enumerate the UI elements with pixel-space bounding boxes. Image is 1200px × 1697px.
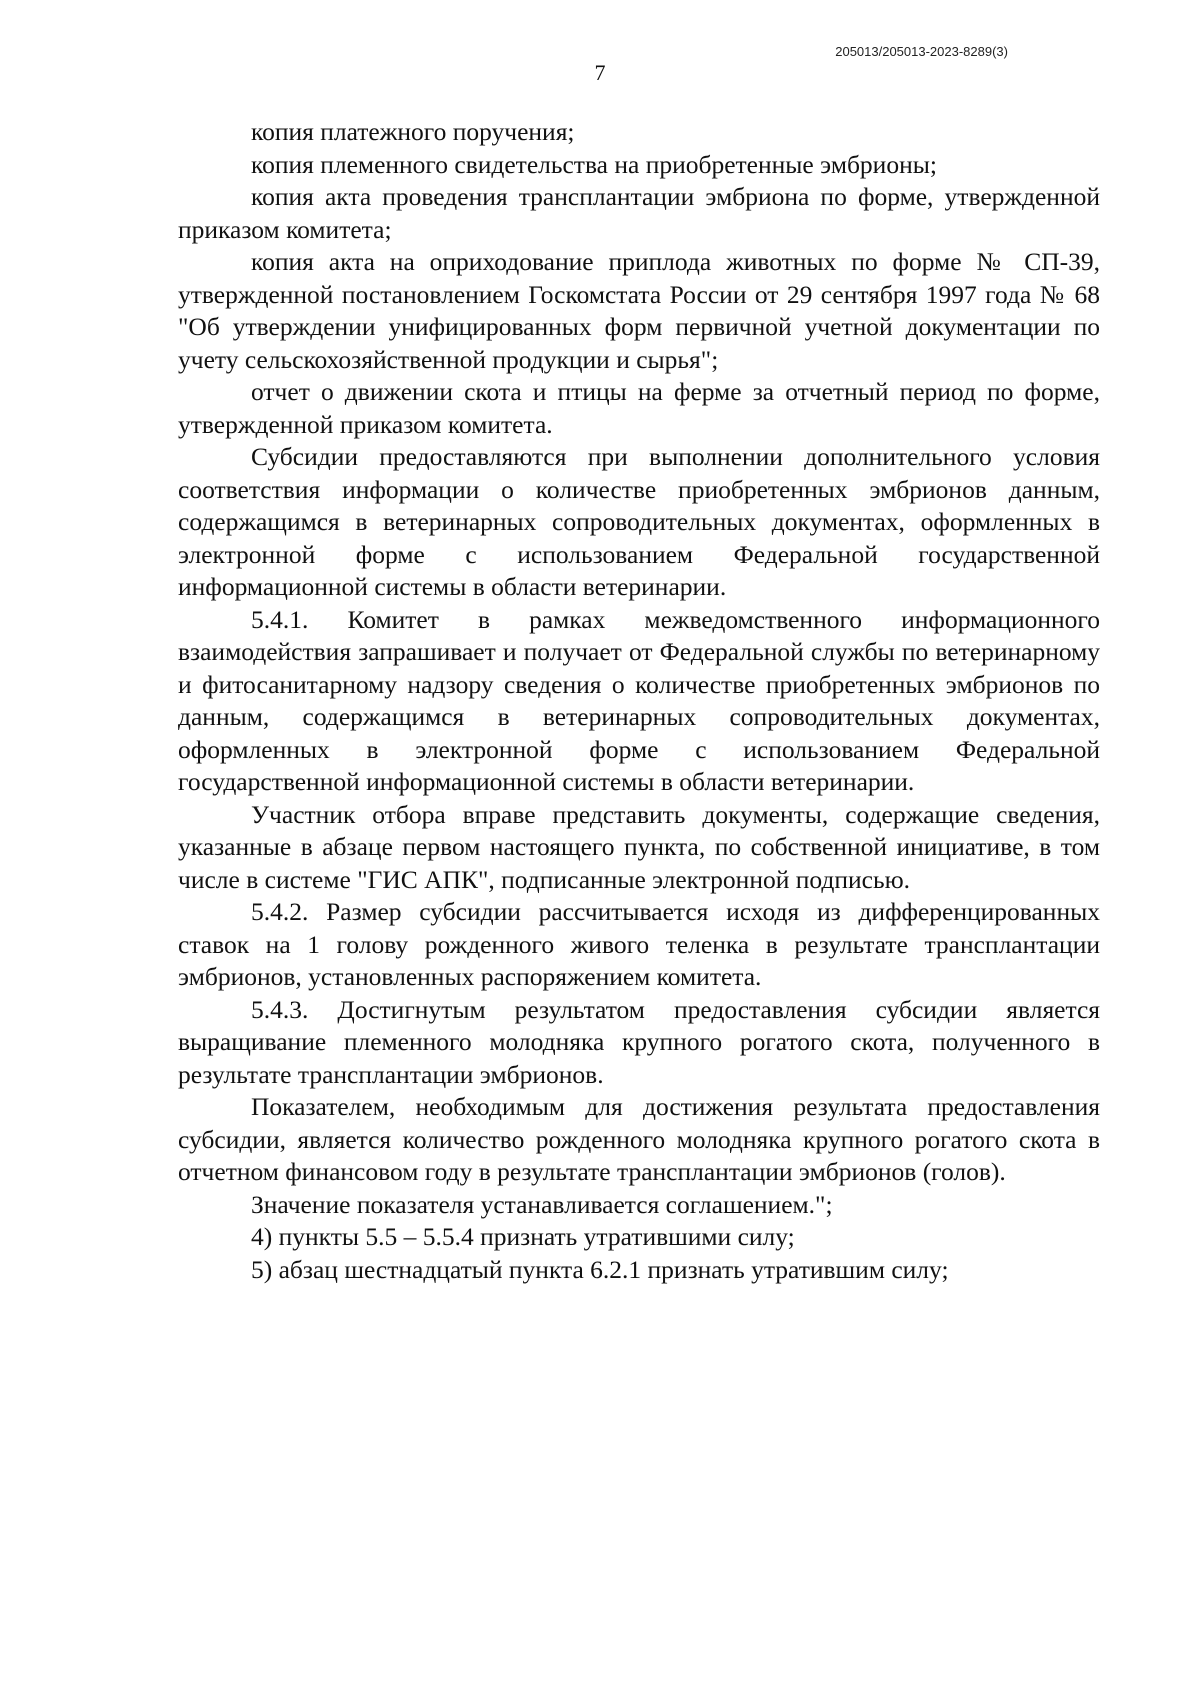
paragraph-item-5: 5) абзац шестнадцатый пункта 6.2.1 признать утратившим силу; [251, 1254, 949, 1284]
paragraph-indicator-value: Значение показателя устанавливается соглашением."; [251, 1189, 833, 1219]
paragraph-item-4: 4) пункты 5.5 – 5.5.4 признать утратившими силу; [251, 1222, 795, 1251]
paragraph-breeding-certificate-copy: копия племенного свидетельства на приобретенные эмбрионы; [251, 149, 937, 179]
paragraph-offspring-act-copy: копия акта на оприходование приплода животных по форме № СП-39, утвержденной постановлением Госкомстата России от 29 сентября 1997 года № 68 "Об утверждении унифицированных форм первичной учетной документации по учету сельскохозяйственной продукции и сырья"; [178, 247, 1100, 374]
paragraph-indicator: Показателем, необходимым для достижения результата предоставления субсидии, является количество рожденного молодняка крупного рогатого скота в отчетном финансовом году в результате трансплантации эмбрионов (голов). [178, 1092, 1100, 1186]
paragraph-livestock-report: отчет о движении скота и птицы на ферме за отчетный период по форме, утвержденной приказом комитета. [178, 377, 1100, 439]
paragraph-transplant-act-copy: копия акта проведения трансплантации эмбриона по форме, утвержденной приказом комитета; [178, 182, 1100, 244]
paragraph-5-4-1: 5.4.1. Комитет в рамках межведомственного информационного взаимодействия запрашивает и получает от Федеральной службы по ветеринарному и фитосанитарному надзору сведения о количестве приобретенных эмбрионов по данным, содержащимся в ветеринарных сопроводительных документах, оформленных в электронной форме с использованием Федеральной государственной информационной системы в области ветеринарии. [178, 604, 1100, 796]
paragraph-5-4-2: 5.4.2. Размер субсидии рассчитывается исходя из дифференцированных ставок на 1 голову рожденного живого теленка в результате трансплантации эмбрионов, установленных распоряжением комитета. [178, 897, 1100, 991]
page-number: 7 [594, 60, 606, 85]
paragraph-participant-documents: Участник отбора вправе представить документы, содержащие сведения, указанные в абзаце первом настоящего пункта, по собственной инициативе, в том числе в системе "ГИС АПК", подписанные электронной подписью. [178, 799, 1100, 894]
document-registration-number: 205013/205013-2023-8289(3) [835, 44, 1008, 59]
paragraph-5-4-3: 5.4.3. Достигнутым результатом предоставления субсидии является выращивание племенного молодняка крупного рогатого скота, полученного в результате трансплантации эмбрионов. [178, 994, 1100, 1089]
document-body [178, 116, 1100, 1286]
paragraph-payment-order-copy: копия платежного поручения; [251, 117, 575, 146]
paragraph-subsidy-condition: Субсидии предоставляются при выполнении дополнительного условия соответствия информации о количестве приобретенных эмбрионов данным, содержащимся в ветеринарных сопроводительных документах, оформленных в электронной форме с использованием Федеральной государственной информационной системы в области ветеринарии. [178, 442, 1100, 601]
